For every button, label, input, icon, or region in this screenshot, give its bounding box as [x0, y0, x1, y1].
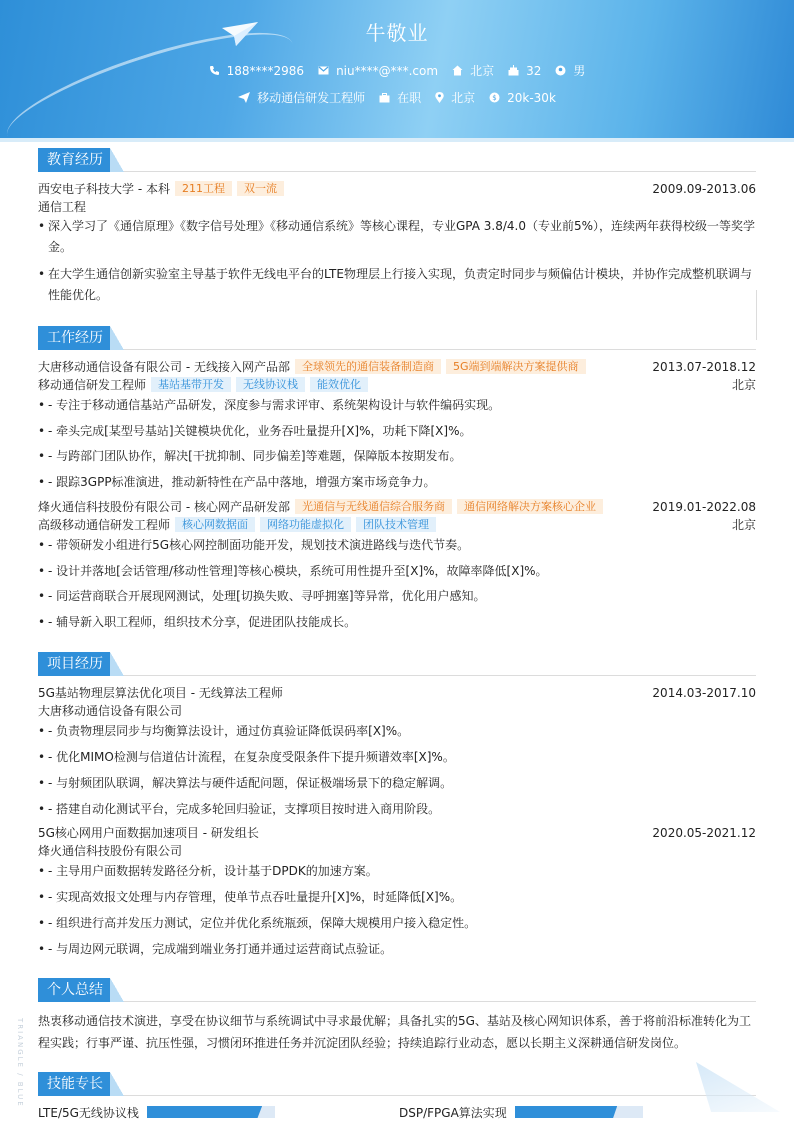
project-bullet: • - 负责物理层同步与均衡算法设计，通过仿真验证降低误码率[X]%。: [38, 721, 756, 742]
contact-age: [508, 64, 541, 78]
company-name: 烽火通信科技股份有限公司 - 核心网产品研发部: [38, 500, 290, 514]
section-title: 个人总结: [38, 978, 110, 1002]
contact-row: [0, 62, 794, 79]
company-name: 大唐移动通信设备有限公司 - 无线接入网产品部: [38, 360, 290, 374]
role-tag: 能效优化: [310, 377, 368, 392]
work-bullet: • - 辅导新入职工程师，组织技术分享，促进团队技能成长。: [38, 612, 756, 633]
company-tag: 全球领先的通信装备制造商: [295, 359, 441, 374]
mail-icon: [318, 66, 329, 75]
project-bullet: • - 组织进行高并发压力测试，定位并优化系统瓶颈，保障大规模用户接入稳定性。: [38, 913, 756, 934]
work-bullet: • - 跟踪3GPP标准演进，推动新特性在产品中落地，增强方案市场竞争力。: [38, 472, 756, 493]
work-city: 北京: [731, 518, 756, 532]
send-icon: [238, 92, 250, 103]
role-name: 高级移动通信研发工程师: [38, 518, 171, 532]
project-bullet: • - 实现高效报文处理与内存管理，使单节点吞吐量提升[X]%，时延降低[X]%。: [38, 887, 756, 908]
work-date: 2019.01-2022.08: [652, 500, 756, 514]
skill-item: [38, 1104, 275, 1120]
section-title-tail: [110, 148, 124, 172]
work-company-line: [38, 498, 756, 516]
role-tag: 网络功能虚拟化: [260, 517, 351, 532]
contact-gender: [555, 62, 585, 79]
school-tag: 211工程: [175, 181, 232, 196]
project-date: 2014.03-2017.10: [652, 686, 756, 700]
education-bullet: • 深入学习了《通信原理》《数字信号处理》《移动通信系统》等核心课程，专业GPA 3.8/4.0（专业前5%），连续两年获得校级一等奖学金。: [38, 216, 756, 258]
role-tag: 无线协议栈: [236, 377, 305, 392]
section-title: 技能专长: [38, 1072, 110, 1096]
project-company: 大唐移动通信设备有限公司: [38, 704, 183, 718]
work-bullet: • - 与跨部门团队协作，解决[干扰抑制、同步偏差]等难题，保障版本按期发布。: [38, 446, 756, 467]
intent-status: [379, 89, 421, 106]
skill-item: [399, 1104, 643, 1120]
project-title: 5G基站物理层算法优化项目 - 无线算法工程师: [38, 686, 283, 700]
skill-bar-fill: [515, 1106, 617, 1118]
section-skills: [38, 1072, 756, 1096]
project-bullet: • - 与周边网元联调，完成端到端业务打通并通过运营商试点验证。: [38, 939, 756, 960]
section-title: 教育经历: [38, 148, 110, 172]
role-tag: 基站基带开发: [151, 377, 231, 392]
project-date: 2020.05-2021.12: [652, 826, 756, 840]
project-bullet: • - 与射频团队联调，解决算法与硬件适配问题，保证极端场景下的稳定解调。: [38, 773, 756, 794]
section-project: [38, 652, 756, 676]
education-header: [38, 180, 756, 198]
work-bullet: • - 同运营商联合开展现网测试，处理[切换失败、寻呼拥塞]等异常，优化用户感知。: [38, 586, 756, 607]
section-title-tail: [110, 652, 124, 676]
role-name: 移动通信研发工程师: [38, 378, 147, 392]
map-pin-icon: [435, 92, 444, 103]
svg-text:$: $: [492, 94, 497, 103]
work-role-line: [38, 376, 756, 394]
section-title: 项目经历: [38, 652, 110, 676]
job-intention-row: [0, 89, 794, 106]
home-icon: [452, 65, 463, 76]
project-bullet: • - 优化MIMO检测与信道估计流程，在复杂度受限条件下提升频谱效率[X]%。: [38, 747, 756, 768]
education-bullet: • 在大学生通信创新实验室主导基于软件无线电平台的LTE物理层上行接入实现，负责定时同步与频偏估计模块，并协作完成整机联调与性能优化。: [38, 264, 756, 306]
intent-job: [238, 89, 365, 106]
contact-email: [318, 64, 438, 78]
project-title-line: [38, 824, 756, 842]
summary-text: 热衷移动通信技术演进，享受在协议细节与系统调试中寻求最优解；具备扎实的5G、基站及核心网知识体系，善于将前沿标准转化为工程实践；行事严谨、抗压性强，习惯闭环推进任务并沉淀团队经验；持续追踪行业动态，愿以长期主义深耕通信研发岗位。: [38, 1014, 751, 1050]
work-company-line: [38, 358, 756, 376]
major: 通信工程: [38, 200, 87, 214]
header-divider: [0, 138, 794, 142]
job-title-text: 移动通信研发工程师: [257, 91, 366, 105]
phone-number: 188****2986: [226, 63, 305, 78]
gender-text: 男: [573, 64, 586, 78]
project-title: 5G核心网用户面数据加速项目 - 研发组长: [38, 826, 259, 840]
city-text: 北京: [451, 91, 476, 105]
decor-line: [756, 290, 757, 340]
project-bullet: • - 主导用户面数据转发路径分析，设计基于DPDK的加速方案。: [38, 861, 756, 882]
phone-icon: [209, 65, 220, 76]
section-title-tail: [110, 978, 124, 1002]
work-role-line: [38, 516, 756, 534]
role-tag: 团队技术管理: [356, 517, 436, 532]
work-bullet: • - 牵头完成[某型号基站]关键模块优化，业务吞吐量提升[X]%，功耗下降[X]%。: [38, 421, 756, 442]
skill-bar-fill: [147, 1106, 262, 1118]
briefcase-icon: [379, 93, 390, 103]
side-watermark-text: TRIANGLE / BLUE: [16, 1018, 24, 1108]
work-city: 北京: [731, 378, 756, 392]
intent-salary: [489, 91, 556, 105]
company-tag: 通信网络解决方案核心企业: [457, 499, 603, 514]
skill-bar: [515, 1106, 643, 1118]
work-date: 2013.07-2018.12: [652, 360, 756, 374]
location-text: 北京: [470, 64, 495, 78]
section-education: [38, 148, 756, 172]
resume-header: [0, 0, 794, 138]
skill-name: LTE/5G无线协议栈: [38, 1105, 139, 1120]
role-tag: 核心网数据面: [175, 517, 255, 532]
project-bullet: • - 搭建自动化测试平台，完成多轮回归验证，支撑项目按时进入商用阶段。: [38, 799, 756, 820]
work-bullet: • - 专注于移动通信基站产品研发，深度参与需求评审、系统架构设计与软件编码实现。: [38, 395, 756, 416]
email-address: niu****@***.com: [336, 63, 439, 78]
section-title-tail: [110, 326, 124, 350]
cake-icon: [508, 65, 519, 76]
salary-text: 20k-30k: [507, 90, 556, 105]
contact-location: [452, 62, 494, 79]
company-tag: 光通信与无线通信综合服务商: [295, 499, 452, 514]
section-summary: [38, 978, 756, 1002]
user-icon: [555, 65, 566, 76]
skill-name: DSP/FPGA算法实现: [399, 1105, 507, 1120]
skill-bar: [147, 1106, 275, 1118]
work-bullet: • - 设计并落地[会话管理/移动性管理]等核心模块，系统可用性提升至[X]%，故障率降低[X]%。: [38, 561, 756, 582]
candidate-name: 牛敬业: [365, 21, 429, 45]
project-company: 烽火通信科技股份有限公司: [38, 844, 183, 858]
intent-city: [435, 89, 475, 106]
work-bullet: • - 带领研发小组进行5G核心网控制面功能开发，规划技术演进路线与迭代节奏。: [38, 535, 756, 556]
section-title-tail: [110, 1072, 124, 1096]
project-title-line: [38, 684, 756, 702]
school-degree: 西安电子科技大学 - 本科: [38, 182, 170, 196]
section-title: 工作经历: [38, 326, 110, 350]
section-work: [38, 326, 756, 350]
salary-icon: [489, 92, 500, 103]
education-date: 2009.09-2013.06: [652, 182, 756, 196]
age-text: 32: [526, 63, 542, 78]
contact-phone: [209, 64, 304, 78]
status-text: 在职: [397, 91, 422, 105]
company-tag: 5G端到端解决方案提供商: [446, 359, 586, 374]
school-tag: 双一流: [237, 181, 284, 196]
corner-decoration: [696, 1062, 780, 1112]
